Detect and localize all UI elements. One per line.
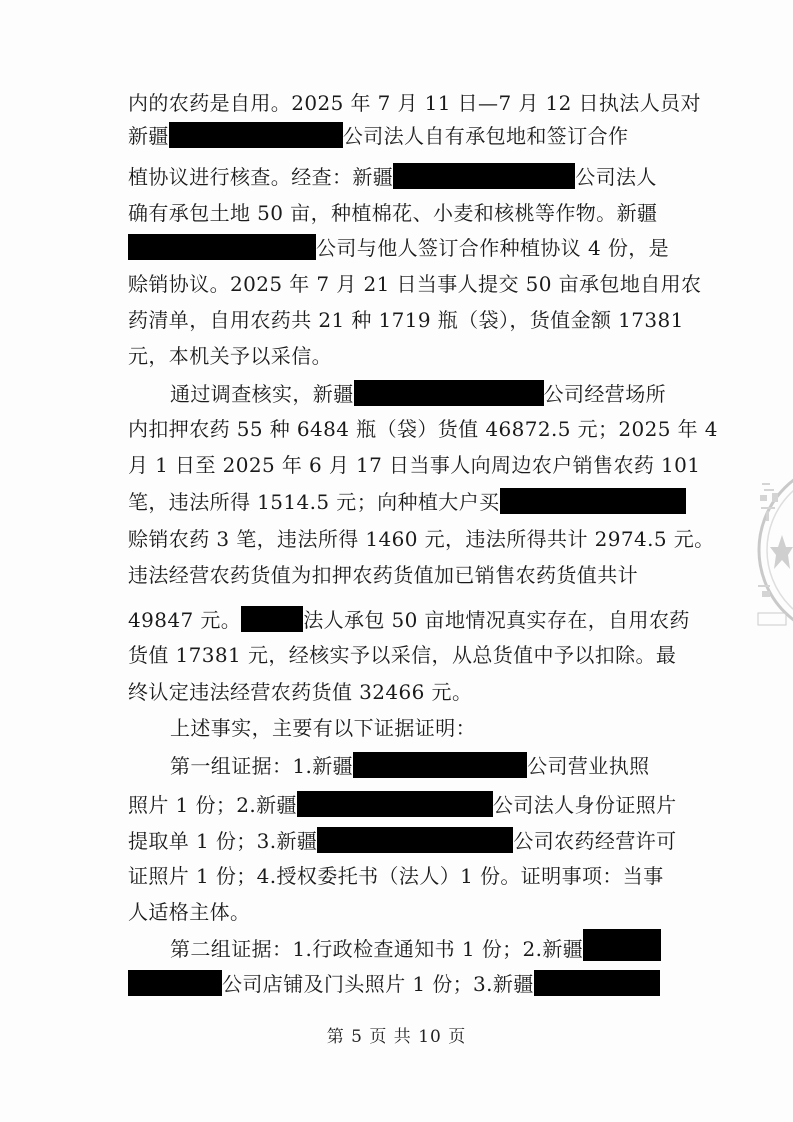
body-line bbox=[128, 636, 676, 674]
text-segment: 照片 1 份；2.新疆 bbox=[128, 793, 297, 817]
body-line bbox=[128, 446, 700, 484]
text-segment: 内的农药是自用。2025 年 7 月 11 日—7 月 12 日执法人员对 bbox=[128, 91, 701, 115]
redaction-block bbox=[354, 380, 544, 406]
body-line bbox=[128, 601, 690, 639]
body-line bbox=[128, 229, 669, 267]
redaction-block bbox=[500, 488, 686, 514]
body-line bbox=[128, 158, 657, 196]
body-line bbox=[128, 965, 660, 1003]
text-segment: 确有承包土地 50 亩，种植棉花、小麦和核桃等作物。新疆 bbox=[128, 201, 658, 225]
text-segment: 公司与他人签订合作种植协议 4 份，是 bbox=[316, 236, 670, 260]
text-segment: 植协议进行核查。经查：新疆 bbox=[128, 165, 394, 189]
text-segment: 新疆 bbox=[128, 124, 169, 148]
seal-stamp-fragment bbox=[752, 465, 793, 635]
body-line bbox=[128, 117, 628, 155]
redaction-block bbox=[169, 122, 343, 148]
text-segment: 证照片 1 份；4.授权委托书（法人）1 份。证明事项：当事 bbox=[128, 864, 664, 888]
body-line bbox=[128, 556, 638, 594]
body-line bbox=[128, 337, 332, 375]
body-line bbox=[128, 520, 715, 558]
body-line bbox=[170, 929, 661, 967]
text-segment: 药清单，自用农药共 21 种 1719 瓶（袋），货值金额 17381 bbox=[128, 308, 684, 332]
redaction-block bbox=[534, 970, 660, 996]
text-segment: 货值 17381 元，经核实予以采信，从总货值中予以扣除。最 bbox=[128, 643, 677, 667]
body-line bbox=[128, 410, 718, 448]
text-segment: 提取单 1 份；3.新疆 bbox=[128, 829, 318, 853]
body-line bbox=[128, 822, 677, 860]
text-segment: 第一组证据：1.新疆 bbox=[170, 754, 354, 778]
body-line bbox=[128, 265, 701, 303]
text-segment: 内扣押农药 55 种 6484 瓶（袋）货值 46872.5 元；2025 年 4 bbox=[128, 417, 718, 441]
seal-graphic bbox=[752, 465, 793, 635]
body-line bbox=[128, 786, 677, 824]
redaction-block bbox=[128, 970, 222, 996]
text-segment: 公司营业执照 bbox=[527, 754, 650, 778]
redaction-block bbox=[393, 163, 575, 189]
text-segment: 法人承包 50 亩地情况真实存在，自用农药 bbox=[303, 608, 690, 632]
text-segment: 终认定违法经营农药货值 32466 元。 bbox=[128, 680, 473, 704]
text-segment: 元，本机关予以采信。 bbox=[128, 344, 332, 368]
text-segment: 月 1 日至 2025 年 6 月 17 日当事人向周边农户销售农药 101 bbox=[128, 453, 701, 477]
body-line bbox=[170, 375, 666, 413]
text-segment: 公司法人身份证照片 bbox=[492, 793, 677, 817]
body-line bbox=[128, 893, 250, 931]
text-segment: 通过调查核实，新疆 bbox=[170, 382, 354, 406]
text-segment: 笔，违法所得 1514.5 元；向种植大户买 bbox=[128, 490, 500, 514]
body-line bbox=[128, 857, 664, 895]
body-line bbox=[128, 301, 684, 339]
body-line bbox=[128, 483, 686, 521]
body-line bbox=[170, 747, 650, 785]
body-line bbox=[128, 194, 657, 232]
redaction-block bbox=[583, 929, 661, 961]
redaction-block bbox=[317, 827, 513, 853]
text-segment: 49847 元。 bbox=[128, 608, 242, 632]
text-segment: 第二组证据：1.行政检查通知书 1 份；2.新疆 bbox=[170, 937, 584, 961]
text-segment: 上述事实，主要有以下证据证明： bbox=[170, 716, 476, 740]
redaction-block bbox=[353, 752, 527, 778]
page-number: 第 5 页 共 10 页 bbox=[326, 1027, 467, 1047]
text-segment: 公司法人 bbox=[575, 165, 657, 189]
text-segment: 公司经营场所 bbox=[543, 382, 667, 406]
body-line bbox=[128, 673, 472, 711]
text-segment: 公司店铺及门头照片 1 份；3.新疆 bbox=[222, 972, 534, 996]
redaction-block bbox=[241, 606, 303, 632]
text-segment: 赊销农药 3 笔，违法所得 1460 元，违法所得共计 2974.5 元。 bbox=[128, 527, 715, 551]
text-segment: 违法经营农药货值为扣押农药货值加已销售农药货值共计 bbox=[128, 563, 638, 587]
redaction-block bbox=[128, 234, 316, 260]
redaction-block bbox=[297, 791, 493, 817]
text-segment: 赊销协议。2025 年 7 月 21 日当事人提交 50 亩承包地自用农 bbox=[128, 272, 702, 296]
text-segment: 公司法人自有承包地和签订合作 bbox=[342, 124, 629, 148]
body-line bbox=[170, 709, 476, 747]
text-segment: 公司农药经营许可 bbox=[513, 829, 677, 853]
text-segment: 人适格主体。 bbox=[128, 900, 251, 924]
